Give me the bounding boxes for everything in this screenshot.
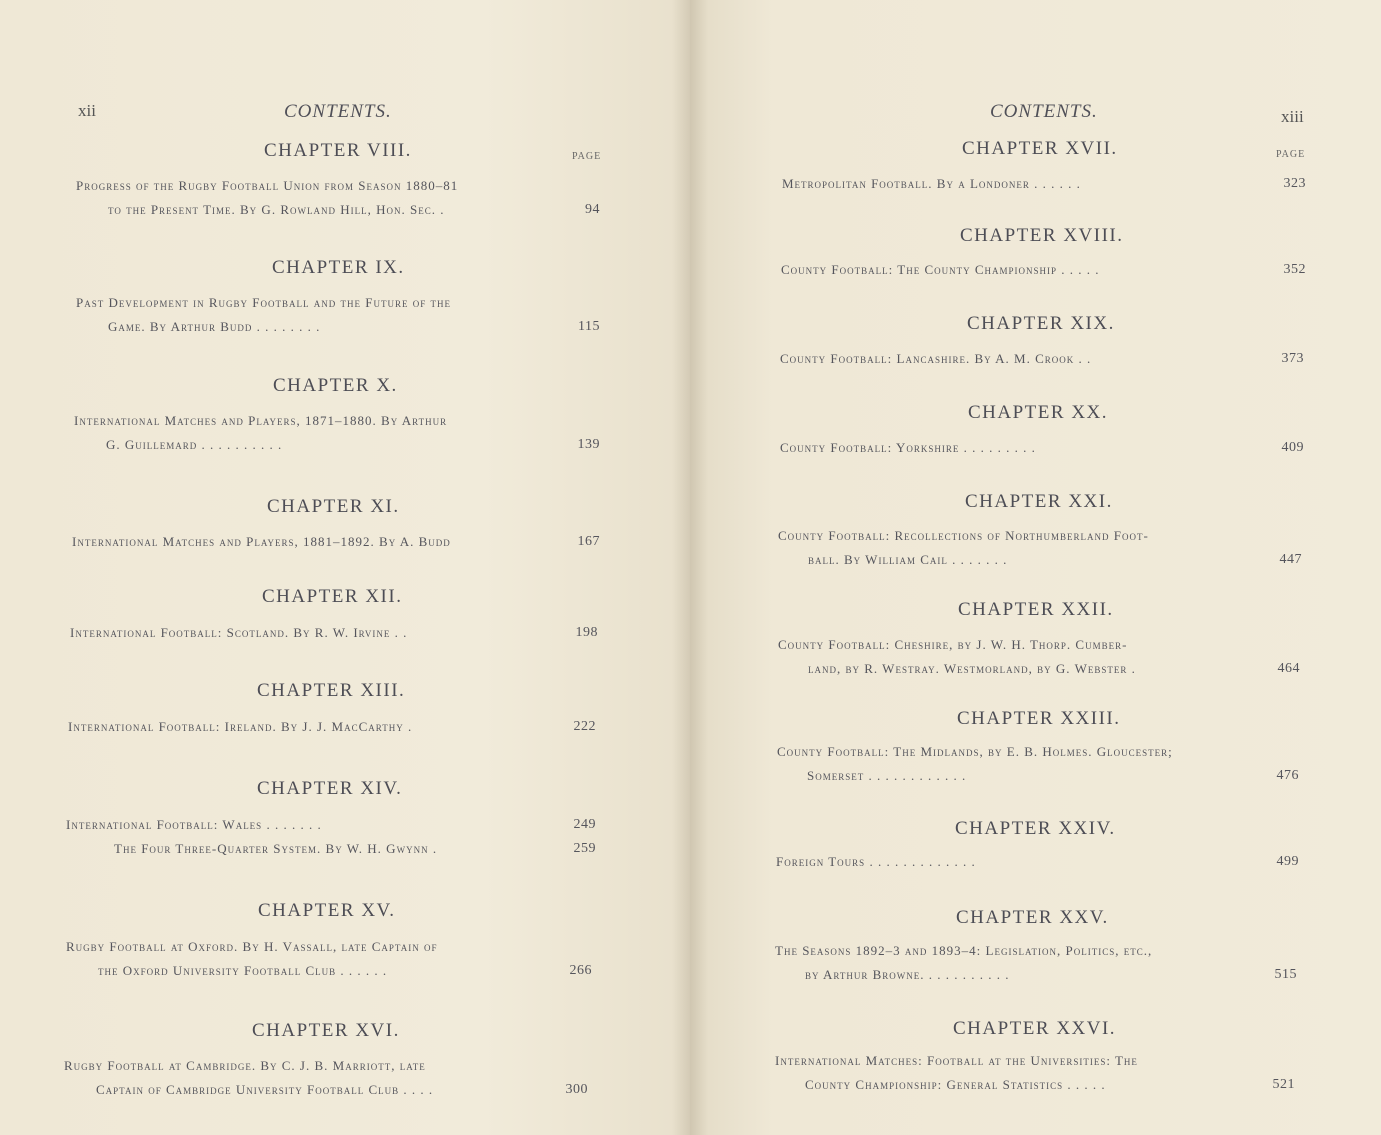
toc-entry-line	[68, 715, 596, 739]
toc-entry-text: Game. By Arthur Budd . . . . . . . .	[108, 319, 321, 334]
toc-entry[interactable]	[64, 1054, 588, 1102]
toc-entry-text: County Football: Recollections of Northumberland Foot-	[778, 528, 1149, 543]
toc-page-number: 222	[573, 719, 596, 734]
toc-entry-line	[66, 813, 596, 837]
toc-entry-text: Metropolitan Football. By a Londoner . . . . . .	[782, 176, 1081, 191]
toc-entry[interactable]	[776, 850, 1299, 874]
toc-entry[interactable]	[68, 715, 596, 739]
toc-entry-text: International Football: Wales . . . . . . .	[66, 817, 322, 832]
chapter-heading: CHAPTER IX.	[272, 257, 405, 278]
toc-entry-line	[782, 172, 1306, 196]
chapter-heading: CHAPTER XI.	[267, 496, 400, 517]
toc-entry-line	[775, 1049, 1295, 1073]
toc-entry[interactable]	[780, 347, 1304, 371]
chapter-heading: CHAPTER XIV.	[257, 778, 403, 799]
chapter-heading: CHAPTER XXII.	[958, 599, 1114, 620]
toc-entry[interactable]	[775, 939, 1297, 987]
toc-page-number: 464	[1277, 661, 1300, 676]
toc-entry-text: by Arthur Browne. . . . . . . . . . .	[805, 967, 1010, 982]
toc-entry-text: International Matches: Football at the Universities: The	[775, 1053, 1138, 1068]
toc-entry-text: County Football: The County Championship . . . . .	[781, 262, 1100, 277]
toc-entry-line	[778, 633, 1300, 657]
toc-entry-line	[781, 258, 1306, 282]
toc-entry[interactable]	[781, 258, 1306, 282]
toc-entry-line	[777, 740, 1299, 764]
toc-entry-text: International Matches and Players, 1881–1892. By A. Budd	[72, 534, 451, 549]
toc-page-number: 323	[1283, 176, 1306, 191]
toc-entry-line	[775, 939, 1297, 963]
toc-page-number: 139	[577, 437, 600, 452]
chapter-heading: CHAPTER VIII.	[264, 140, 412, 161]
toc-entry-text: ball. By William Cail . . . . . . .	[808, 552, 1008, 567]
toc-entry-text: Somerset . . . . . . . . . . . .	[807, 768, 967, 783]
chapter-heading: CHAPTER XX.	[968, 402, 1109, 423]
chapter-heading: CHAPTER X.	[273, 375, 398, 396]
chapter-heading: CHAPTER XVIII.	[960, 225, 1124, 246]
toc-page-number: 499	[1276, 854, 1299, 869]
toc-entry-line	[775, 1073, 1295, 1097]
toc-page-number: 515	[1274, 967, 1297, 982]
toc-entry-text: Rugby Football at Oxford. By H. Vassall, late Captain of	[66, 939, 438, 954]
toc-entry-text: The Seasons 1892–3 and 1893–4: Legislation, Politics, etc.,	[775, 943, 1153, 958]
toc-entry[interactable]	[66, 813, 596, 861]
toc-entry-line	[780, 436, 1304, 460]
toc-entry-text: International Matches and Players, 1871–1880. By Arthur	[74, 413, 448, 428]
toc-page-number: 115	[578, 319, 600, 334]
toc-entry-line	[74, 433, 600, 457]
toc-entry-line	[778, 524, 1302, 548]
toc-entry-line	[66, 959, 592, 983]
toc-entry-text: International Football: Ireland. By J. J. MacCarthy .	[68, 719, 413, 734]
page-column-label: PAGE	[1276, 149, 1306, 160]
toc-entry-text: International Football: Scotland. By R. W. Irvine . .	[70, 625, 408, 640]
book-gutter	[672, 0, 708, 1135]
toc-entry-line	[775, 963, 1297, 987]
toc-page-number: 447	[1279, 552, 1302, 567]
toc-page-number: 521	[1272, 1077, 1295, 1092]
toc-page-number: 409	[1281, 440, 1304, 455]
toc-page-number: 167	[577, 534, 600, 549]
toc-entry-line	[66, 935, 592, 959]
chapter-heading: CHAPTER XXIII.	[957, 708, 1121, 729]
toc-entry-text: The Four Three-Quarter System. By W. H. Gwynn .	[114, 841, 438, 856]
toc-entry[interactable]	[74, 409, 600, 457]
toc-entry-line	[72, 530, 600, 554]
toc-entry-text: County Championship: General Statistics . . . . .	[805, 1077, 1106, 1092]
toc-entry-text: County Football: Lancashire. By A. M. Crook . .	[780, 351, 1092, 366]
toc-page-number: 259	[573, 841, 596, 856]
chapter-heading: CHAPTER XIII.	[257, 680, 406, 701]
toc-entry-text: G. Guillemard . . . . . . . . . .	[106, 437, 283, 452]
toc-entry-text: County Football: Cheshire, by J. W. H. Thorp. Cumber-	[778, 637, 1128, 652]
chapter-heading: CHAPTER XII.	[262, 586, 403, 607]
toc-page-number: 373	[1281, 351, 1304, 366]
toc-entry-line	[64, 1078, 588, 1102]
toc-entry[interactable]	[76, 291, 600, 339]
toc-entry-line	[70, 621, 598, 645]
toc-page-number: 266	[569, 963, 592, 978]
toc-page-number: 249	[573, 817, 596, 832]
toc-entry-text: to the Present Time. By G. Rowland Hill, Hon. Sec. .	[108, 202, 445, 217]
toc-entry-line	[66, 837, 596, 861]
toc-entry[interactable]	[66, 935, 592, 983]
chapter-heading: CHAPTER XXV.	[956, 907, 1109, 928]
toc-entry-text: Captain of Cambridge University Football Club . . . .	[96, 1082, 434, 1097]
chapter-heading: CHAPTER XXI.	[965, 491, 1113, 512]
running-head: CONTENTS.	[284, 101, 392, 122]
toc-page-number: 198	[575, 625, 598, 640]
toc-entry-line	[74, 409, 600, 433]
chapter-heading: CHAPTER XIX.	[967, 313, 1115, 334]
page-number: xii	[78, 101, 96, 120]
toc-entry[interactable]	[780, 436, 1304, 460]
page-number: xiii	[1281, 107, 1304, 126]
toc-entry[interactable]	[775, 1049, 1295, 1097]
toc-entry-line	[76, 291, 600, 315]
toc-entry[interactable]	[777, 740, 1299, 788]
page-column-label: PAGE	[572, 151, 602, 162]
toc-entry-line	[777, 764, 1299, 788]
toc-entry-line	[776, 850, 1299, 874]
toc-page-number: 476	[1276, 768, 1299, 783]
toc-entry-line	[76, 198, 600, 222]
toc-entry-line	[778, 657, 1300, 681]
toc-entry[interactable]	[72, 530, 600, 554]
toc-entry[interactable]	[778, 524, 1302, 572]
toc-entry-line	[778, 548, 1302, 572]
toc-entry-text: Past Development in Rugby Football and the Future of the	[76, 295, 451, 310]
toc-entry[interactable]	[70, 621, 598, 645]
running-head: CONTENTS.	[990, 101, 1098, 122]
toc-entry-line	[780, 347, 1304, 371]
toc-entry-text: Progress of the Rugby Football Union from Season 1880–81	[76, 178, 459, 193]
chapter-heading: CHAPTER XXVI.	[953, 1018, 1117, 1039]
toc-page-number: 300	[565, 1082, 588, 1097]
toc-entry-text: Rugby Football at Cambridge. By C. J. B. Marriott, late	[64, 1058, 426, 1073]
chapter-heading: CHAPTER XV.	[258, 900, 396, 921]
toc-entry-line	[76, 174, 600, 198]
toc-entry[interactable]	[782, 172, 1306, 196]
chapter-heading: CHAPTER XXIV.	[955, 818, 1116, 839]
toc-page-number: 352	[1283, 262, 1306, 277]
toc-entry-text: land, by R. Westray. Westmorland, by G. Webster .	[808, 661, 1136, 676]
chapter-heading: CHAPTER XVI.	[252, 1020, 400, 1041]
toc-page-number: 94	[585, 202, 600, 217]
chapter-heading: CHAPTER XVII.	[962, 138, 1118, 159]
toc-entry-text: Foreign Tours . . . . . . . . . . . . .	[776, 854, 976, 869]
toc-entry-text: the Oxford University Football Club . . . . . .	[98, 963, 388, 978]
toc-entry[interactable]	[778, 633, 1300, 681]
toc-entry[interactable]	[76, 174, 600, 222]
toc-entry-line	[76, 315, 600, 339]
toc-entry-line	[64, 1054, 588, 1078]
toc-entry-text: County Football: The Midlands, by E. B. Holmes. Gloucester;	[777, 744, 1173, 759]
toc-entry-text: County Football: Yorkshire . . . . . . . . .	[780, 440, 1036, 455]
